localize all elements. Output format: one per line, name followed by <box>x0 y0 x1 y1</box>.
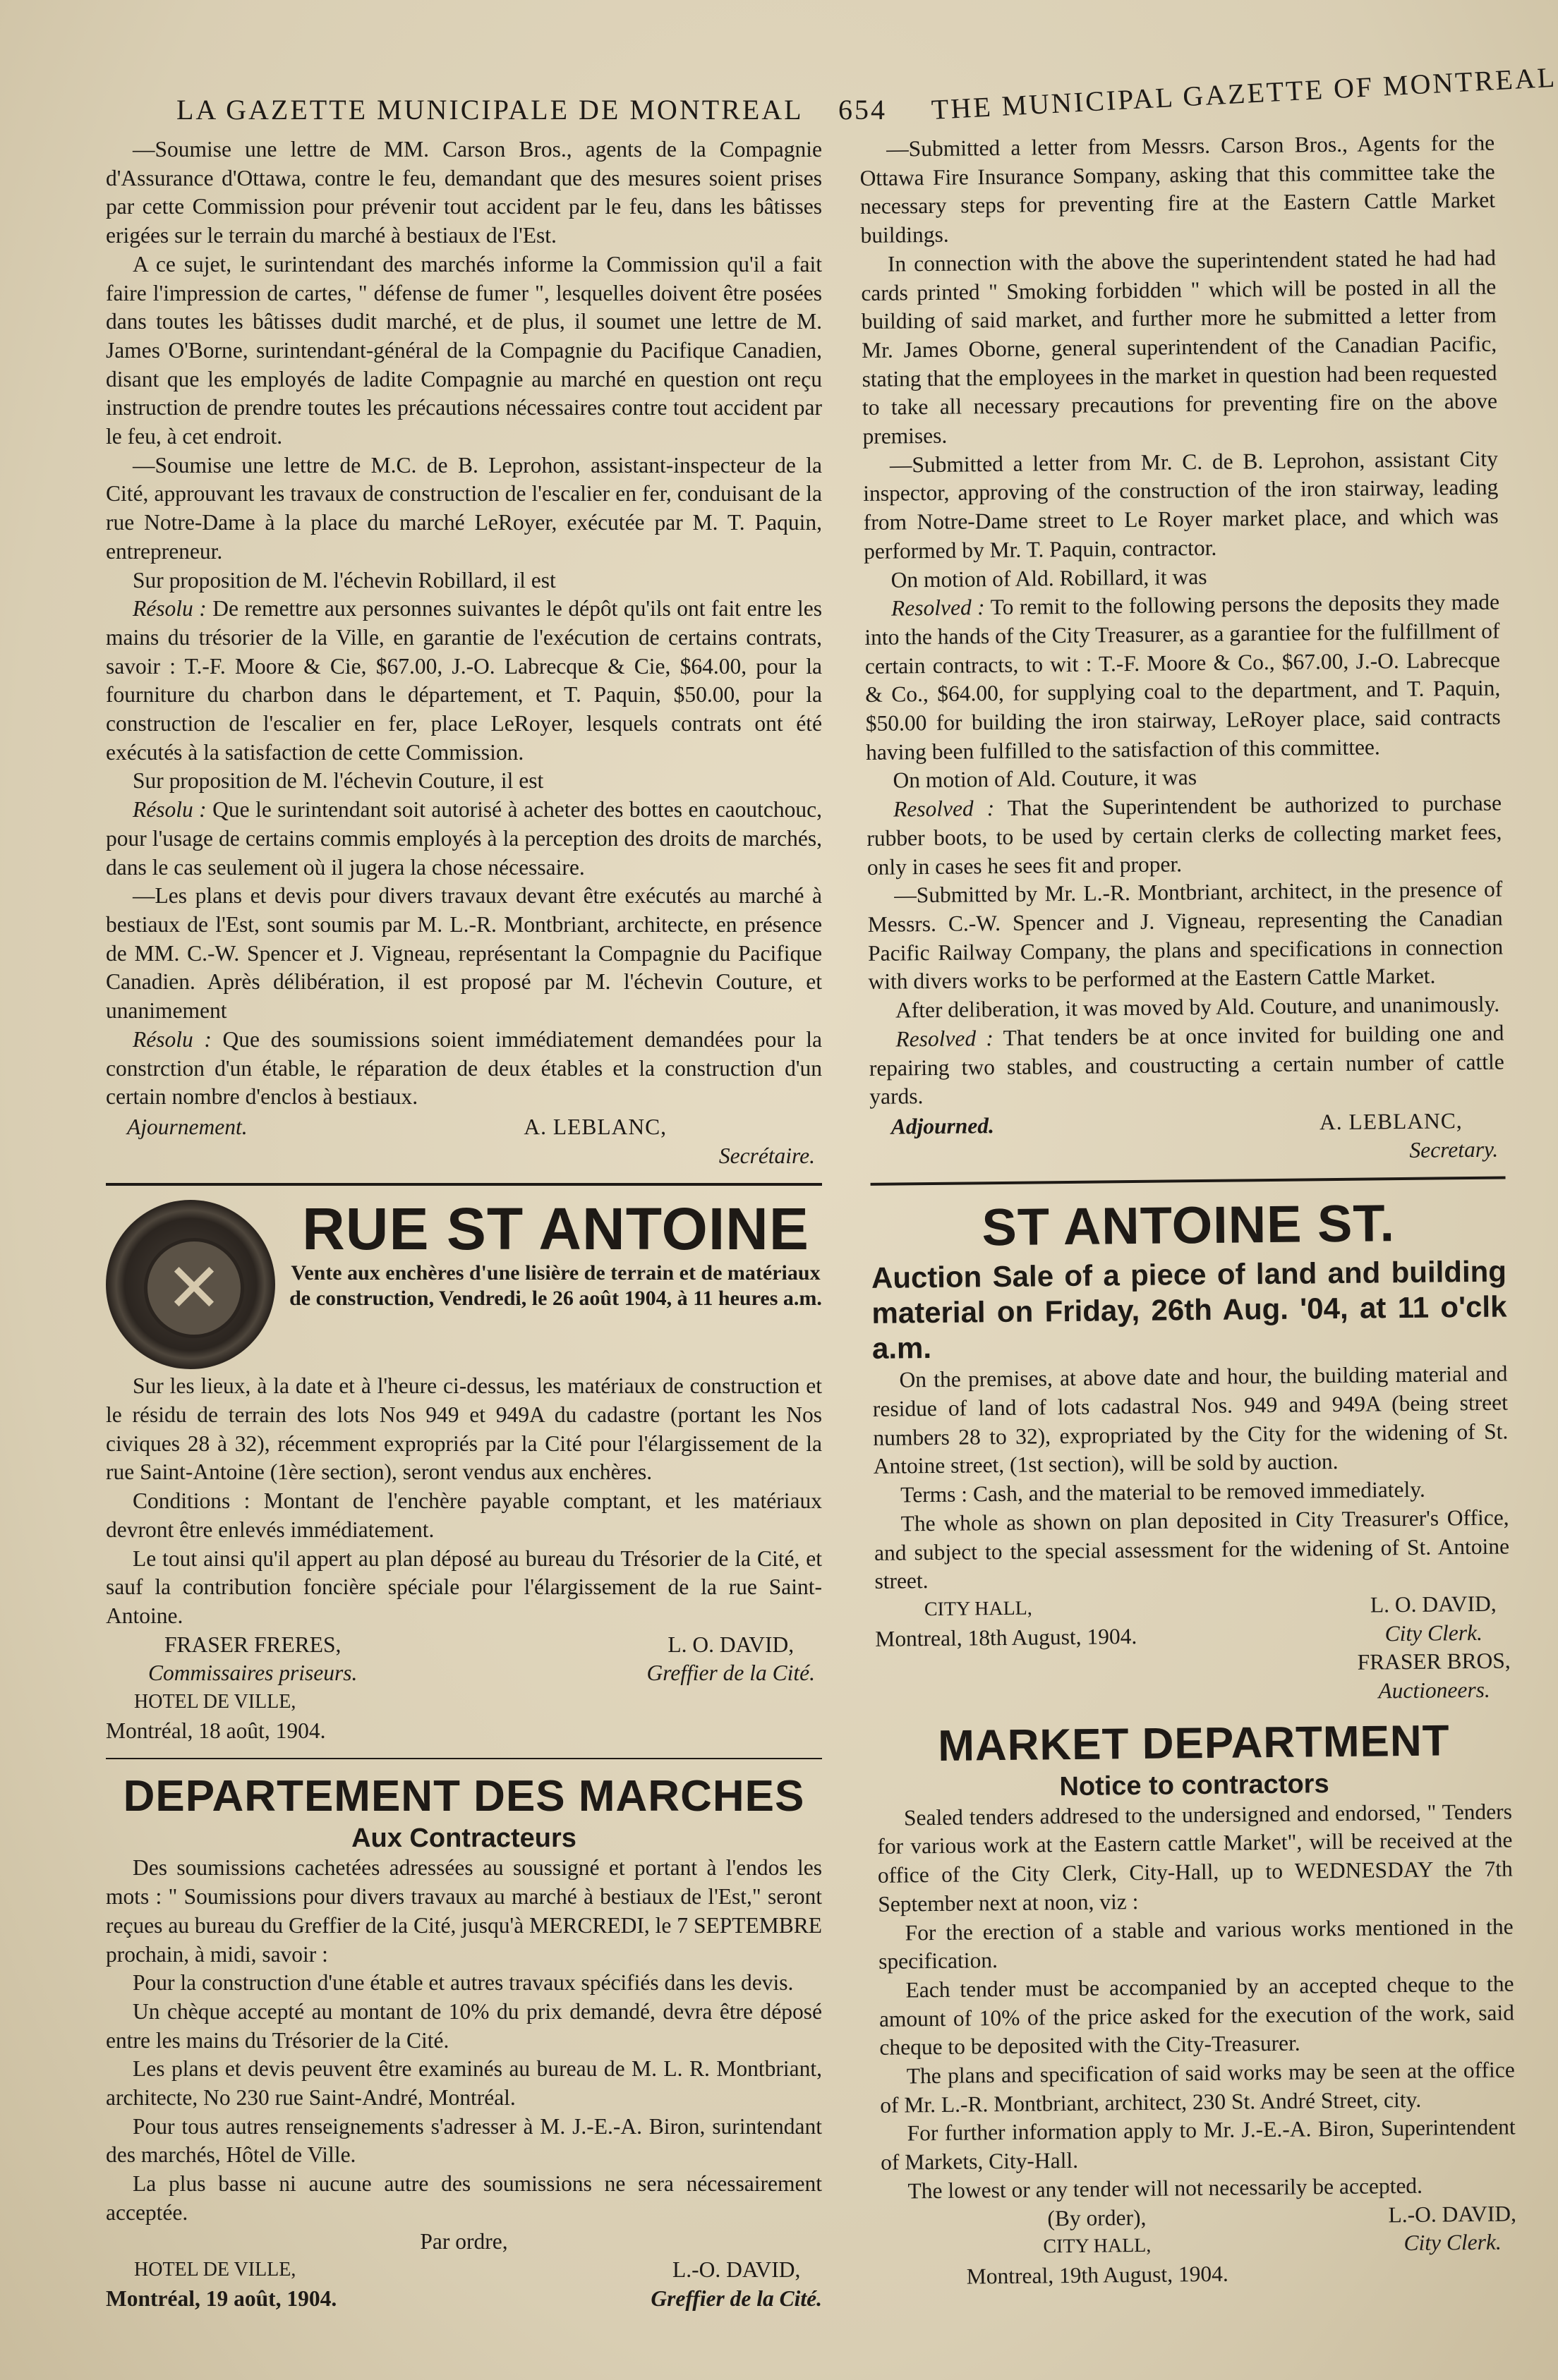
clerk-name: L.-O. DAVID, <box>672 2257 801 2283</box>
adjournment: Adjourned. <box>890 1112 995 1139</box>
by-order: (By order), <box>1047 2204 1147 2230</box>
paragraph: Le tout ainsi qu'il appert au plan déposé au bureau du Trésorier de la Cité, et sauf la contribution foncière spéciale pour l'élargissement de la rue Saint-Antoine. <box>106 1546 822 1628</box>
place: HOTEL DE VILLE, <box>134 1691 296 1713</box>
paragraph: Des soumissions cachetées adressées au soussigné et portant à l'endos les mots : " Soumissions pour divers travaux au marché à bestiaux de l'Est," seront reçues au bureau du Greffier de la Cité, jusqu'à MERCREDI, le 7 SEPTEMBRE prochain, à midi, savoir : <box>106 1855 822 1967</box>
paragraph: The lowest or any tender will not necessarily be accepted. <box>907 2173 1423 2204</box>
page-number: 654 <box>838 94 887 126</box>
paragraph: —Soumise une lettre de MM. Carson Bros., agents de la Compagnie d'Assurance d'Ottawa, contre le feu, demandant que des mesures soient prises par cette Commission pour prévenir tout accident par le feu, dans les bâtisses erigées sur le terrain du marché à bestiaux de l'Est. <box>106 137 822 248</box>
resolution-label: Resolved : <box>893 796 995 822</box>
ad-title: RUE ST ANTOINE <box>302 1196 809 1263</box>
signer-name: A. LEBLANC, <box>1319 1108 1463 1135</box>
ad-market-department <box>876 1714 1517 2292</box>
place-date-block <box>875 1593 1138 1711</box>
date: Montréal, 19 août, 1904. <box>106 2286 337 2311</box>
ad-subtitle: Vente aux enchères d'une lisière de terrain et de matériaux de construction, Vendredi, le 26 août 1904, à 11 heures a.m. <box>289 1261 822 1311</box>
french-minutes <box>106 135 822 1170</box>
paragraph: Sur proposition de M. l'échevin Couture, il est <box>133 768 544 794</box>
resolution <box>106 796 822 882</box>
clerk-block <box>1388 2199 1517 2287</box>
english-minutes <box>859 129 1505 1171</box>
divider <box>106 1758 822 1759</box>
header-french-title: LA GAZETTE MUNICIPALE DE MONTREAL <box>176 94 804 126</box>
clerk-block <box>651 2256 822 2313</box>
paragraph: —Les plans et devis pour divers travaux devant être exécutés au marché à bestiaux de l'Est, sont soumis par M. L.-R. Montbriant, architecte, en présence de MM. C.-W. Spencer et J. Vigneau, représentant la Compagnie du Pacifique Canadien. Après délibération, il est proposé par M. l'échevin Couture, et unanimement <box>106 883 822 1024</box>
ad-subtitle: Aux Contracteurs <box>351 1823 576 1854</box>
english-column <box>859 129 1517 2293</box>
paragraph: Pour tous autres renseignements s'adresser à M. J.-E.-A. Biron, surintendant des marchés, Hôtel de Ville. <box>106 2113 822 2168</box>
paragraph: Conditions : Montant de l'enchère payable comptant, et les matériaux devront être enlevés immédiatement. <box>106 1488 822 1542</box>
place-date-block <box>881 2202 1228 2292</box>
french-column <box>106 135 822 2314</box>
paragraph: A ce sujet, le surintendant des marchés informe la Commission qu'il a fait faire l'impression de cartes, " défense de fumer ", lesquelles doivent être posées dans toutes les bâtisses dudit marché, et de plus, il soumet une lettre de M. James O'Borne, surintendant-général de la Compagnie du Pacifique Canadien, disant que les employés de ladite Compagnie au marché en question ont reçu instruction de prendre toutes les précautions nécessaires contre tout accident par le feu, à cet endroit. <box>106 251 822 449</box>
ad-departement-des-marches <box>106 1771 822 2313</box>
paragraph: For the erection of a stable and various works mentioned in the specification. <box>878 1913 1514 1974</box>
paragraph: —Submitted by Mr. L.-R. Montbriant, architect, in the presence of Messrs. C.-W. Spencer and J. Vigneau, representing the Canadian Pacific Railway Company, the plans and specifications in connection with divers works to be performed at the Eastern Cattle Market. <box>867 876 1504 995</box>
paragraph: —Submitted a letter from Mr. C. de B. Leprohon, assistant City inspector, approving of the construction of the iron stairway, leading from Notre-Dame street to Le Royer market place, and which was performed by Mr. T. Paquin, contractor. <box>863 446 1499 564</box>
adjournment: Ajournement. <box>127 1114 248 1139</box>
paragraph: —Submitted a letter from Messrs. Carson Bros., Agents for the Ottawa Fire Insurance Sompany, asking that this committee take the necessary steps for preventing fire at the Eastern Cattle Market buildings. <box>859 130 1496 248</box>
auctioneer-block <box>106 1631 357 1688</box>
signer-name: A. LEBLANC, <box>524 1114 667 1139</box>
paragraph: On motion of Ald. Couture, it was <box>893 765 1197 794</box>
clerk-block <box>1357 1589 1511 1706</box>
ad-st-antoine-st <box>871 1191 1511 1711</box>
city-seal-emblem <box>106 1200 275 1369</box>
signer-title: Secretary. <box>1409 1136 1499 1162</box>
resolution <box>106 595 822 767</box>
paragraph: Pour la construction d'une étable et autres travaux spécifiés dans les devis. <box>133 1970 794 1996</box>
clerk-name: L. O. DAVID, <box>668 1632 795 1657</box>
clerk-name: L. O. DAVID, <box>1370 1591 1497 1617</box>
by-order: Par ordre, <box>420 2228 508 2254</box>
ad-subtitle: Auction Sale of a piece of land and building material on Friday, 26th Aug. '04, at 11 o'clk a.m. <box>871 1254 1507 1366</box>
paragraph: On the premises, at above date and hour, the building material and residue of land of lots cadastral Nos. 949 and 949A (being street numbers 28 to 32), expropriated by the City for the widening of St. Antoine street, (1st section), will be sold by auction. <box>872 1361 1509 1479</box>
place: CITY HALL, <box>1043 2235 1152 2258</box>
clerk-block <box>646 1631 822 1688</box>
paragraph: After deliberation, it was moved by Ald. Couture, and unanimously. <box>895 991 1500 1023</box>
paragraph: Sealed tenders addresed to the undersigned and endorsed, " Tenders for various work at the Eastern cattle Market", will be received at the office of the City Clerk, City-Hall, up to WEDNESDAY the 7th September next at noon, viz : <box>877 1799 1513 1917</box>
resolution <box>869 1019 1504 1112</box>
ad-signatures <box>875 1589 1511 1711</box>
paragraph: The whole as shown on plan deposited in City Treasurer's Office, and subject to the special assessment for the widening of St. Antoine street. <box>874 1505 1510 1594</box>
paragraph: —Soumise une lettre de M.C. de B. Leprohon, assistant-inspecteur de la Cité, approuvant les travaux de construction de l'escalier en fer, conduisant de la rue Notre-Dame à la place du marché LeRoyer, exécutée par M. T. Paquin, entrepreneur. <box>106 452 822 564</box>
resolution-text: That tenders be at once invited for building one and repairing two stables, and coustructing a certain number of cattle yards. <box>869 1020 1504 1110</box>
auctioneer-name: FRASER BROS, <box>1357 1648 1511 1675</box>
place: HOTEL DE VILLE, <box>134 2259 296 2281</box>
resolution-text: De remettre aux personnes suivantes le dépôt qu'ils ont fait entre les mains du trésorier de la Ville, en garantie de l'exécution de certains contrats, savoir : T.-F. Moore & Cie, $67.00, J.-O. Labrecque & Cie, $64.00, pour la fourniture du charbon dans le département, et T. Paquin, $50.00, pour la construction de l'escalier en fer, place LeRoyer, lesquels contrats ont été exécutés à la satisfaction de cette Commission. <box>106 596 822 765</box>
paragraph: Sur proposition de M. l'échevin Robillard, il est <box>133 567 556 593</box>
resolution <box>866 789 1502 882</box>
clerk-name: L.-O. DAVID, <box>1388 2201 1517 2227</box>
divider <box>106 1183 822 1186</box>
date: Montreal, 18th August, 1904. <box>875 1623 1137 1651</box>
paragraph: In connection with the above the superintendent stated he had had cards printed " Smoking forbidden " which will be posted in all the building of said market, and further more he submitted a letter from Mr. James Oborne, general superintendent of the Canadian Pacific, stating that the employees in the market in question had been requested to take all necessary precautions for preventing fire on the above premises. <box>861 245 1498 449</box>
running-header <box>0 61 1558 128</box>
ad-title: ST ANTOINE ST. <box>982 1194 1396 1257</box>
paragraph: Sur les lieux, à la date et à l'heure ci-dessus, les matériaux de construction et le résidu de terrain des lots Nos 949 et 949A du cadastre (portant les Nos civiques 28 à 32), récemment expropriés par la Cité pour l'élargissement de la rue Saint-Antoine (1ère section), seront vendus aux enchères. <box>106 1373 822 1485</box>
date: Montreal, 19th August, 1904. <box>966 2261 1228 2289</box>
paragraph: The plans and specification of said works may be seen at the office of Mr. L.-R. Montbriant, architect, 230 St. André Street, city. <box>880 2057 1515 2118</box>
resolution-label: Résolu : <box>133 1026 212 1052</box>
paragraph: Terms : Cash, and the material to be removed immediately. <box>900 1476 1425 1507</box>
ad-rue-st-antoine <box>106 1197 822 1745</box>
resolution-label: Resolved : <box>890 595 985 621</box>
clerk-title: Greffier de la Cité. <box>646 1660 815 1686</box>
ad-title: DEPARTEMENT DES MARCHES <box>123 1772 805 1821</box>
paragraph: On motion of Ald. Robillard, it was <box>890 564 1207 593</box>
auctioneer-title: Auctioneers. <box>1378 1677 1490 1704</box>
ad-signatures <box>106 2256 822 2313</box>
header-english-title: THE MUNICIPAL GAZETTE OF MONTREAL <box>930 61 1558 126</box>
resolution-text: That the Superintendent be authorized to purchase rubber boots, to be used by certain clerks de collecting market fees, only in cases he sees fit and proper. <box>866 790 1502 880</box>
auctioneer-name: FRASER FRERES, <box>164 1632 342 1657</box>
resolution <box>864 588 1502 767</box>
resolution-text: Que le surintendant soit autorisé à acheter des bottes en caoutchouc, pour l'usage de certains commis employés à la perception des droits de marchés, dans le cas seulement où il jugera la chose nécessaire. <box>106 797 822 880</box>
ad-subtitle: Notice to contractors <box>1059 1768 1329 1802</box>
resolution-label: Résolu : <box>133 596 207 621</box>
resolution-text: Que des soumissions soient immédiatement demandées pour la constrction d'un étable, le réparation de deux étables et la construction d'un certain nombre d'enclos à bestiaux. <box>106 1026 822 1110</box>
resolution-label: Resolved : <box>895 1025 994 1052</box>
paragraph: La plus basse ni aucune autre des soumissions ne sera nécessairement acceptée. <box>106 2171 822 2225</box>
ad-signatures <box>106 1631 822 1688</box>
signer-title: Secrétaire. <box>718 1143 815 1168</box>
resolution-label: Résolu : <box>133 797 207 822</box>
ad-signatures <box>881 2199 1517 2293</box>
seal-cross-icon: ✕ <box>144 1238 244 1338</box>
auctioneer-title: Commissaires priseurs. <box>148 1660 358 1686</box>
date: Montréal, 18 août, 1904. <box>106 1718 326 1743</box>
divider <box>871 1177 1506 1186</box>
resolution <box>106 1026 822 1112</box>
resolution-text: To remit to the following persons the deposits they made into the hands of the City Treasurer, as a garantiee for the fulfillment of certain contracts, to wit : T.-F. Moore & Co., $67.00, J.-O. Labrecque & Co., $64.00, for supplying coal to the department, and T. Paquin, $50.00 for building the iron stairway, LeRoyer place, said contracts having been fulfilled to the satisfaction of this committee. <box>864 589 1501 765</box>
paragraph: For further information apply to Mr. J.-E.-A. Biron, Superintendent of Markets, City-Hall. <box>880 2114 1516 2175</box>
paragraph: Un chèque accepté au montant de 10% du prix demandé, devra être déposé entre les mains du Trésorier de la Cité. <box>106 1998 822 2053</box>
paragraph: Les plans et devis peuvent être examinés au bureau de M. L. R. Montbriant, architecte, No 230 rue Saint-André, Montréal. <box>106 2056 822 2111</box>
clerk-title: City Clerk. <box>1384 1620 1483 1646</box>
clerk-title: Greffier de la Cité. <box>651 2286 822 2311</box>
paragraph: Each tender must be accompanied by an accepted cheque to the amount of 10% of the price asked for the execution of the work, said cheque to be deposited with the City-Treasurer. <box>878 1971 1515 2060</box>
clerk-title: City Clerk. <box>1403 2229 1502 2256</box>
place-date-block <box>106 2256 337 2313</box>
place: CITY HALL, <box>924 1597 1032 1621</box>
minutes-signature <box>106 1113 822 1142</box>
ad-title: MARKET DEPARTMENT <box>937 1716 1450 1771</box>
